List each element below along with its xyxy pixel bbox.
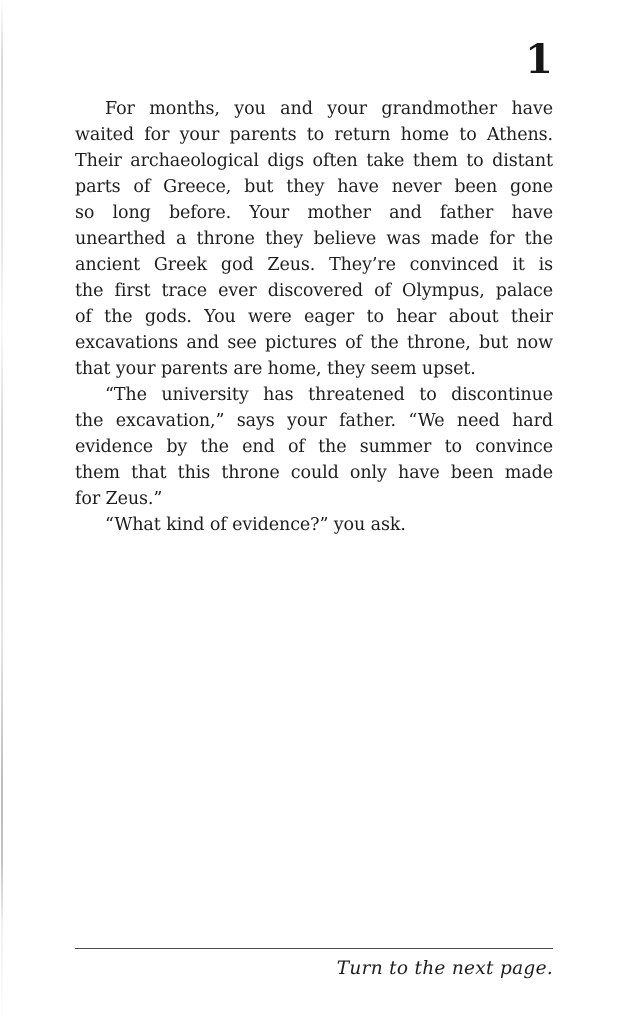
- text-line: of the gods. You were eager to hear about their: [75, 307, 553, 327]
- text-line: “What kind of evidence?” you ask.: [105, 515, 406, 535]
- text-line: ancient Greek god Zeus. They’re convinced it is: [75, 255, 553, 275]
- text-line: “The university has threatened to discontinue: [105, 385, 553, 405]
- page-body: [75, 96, 553, 538]
- paragraph: [75, 512, 553, 538]
- text-line: excavations and see pictures of the throne, but now: [75, 333, 553, 353]
- text-line: for Zeus.”: [75, 489, 163, 509]
- text-line: them that this throne could only have been made: [75, 463, 553, 483]
- paragraph: [75, 382, 553, 512]
- turn-page-instruction: Turn to the next page.: [336, 958, 553, 979]
- text-line: waited for your parents to return home to Athens.: [75, 125, 553, 145]
- footer-divider: [75, 948, 553, 949]
- page-footer: [75, 948, 553, 982]
- text-line: unearthed a throne they believe was made for the: [75, 229, 553, 249]
- text-line: the excavation,” says your father. “We need hard: [75, 411, 553, 431]
- text-line: parts of Greece, but they have never been gone: [75, 177, 553, 197]
- text-line: so long before. Your mother and father have: [75, 203, 553, 223]
- text-line: evidence by the end of the summer to convince: [75, 437, 553, 457]
- text-line: the first trace ever discovered of Olympus, palace: [75, 281, 553, 301]
- page-number: 1: [525, 36, 553, 83]
- text-line: For months, you and your grandmother have: [105, 99, 553, 119]
- scan-edge-artifact: [1, 0, 3, 1031]
- paragraph: [75, 96, 553, 382]
- text-line: Their archaeological digs often take them to distant: [75, 151, 553, 171]
- text-line: that your parents are home, they seem upset.: [75, 359, 476, 379]
